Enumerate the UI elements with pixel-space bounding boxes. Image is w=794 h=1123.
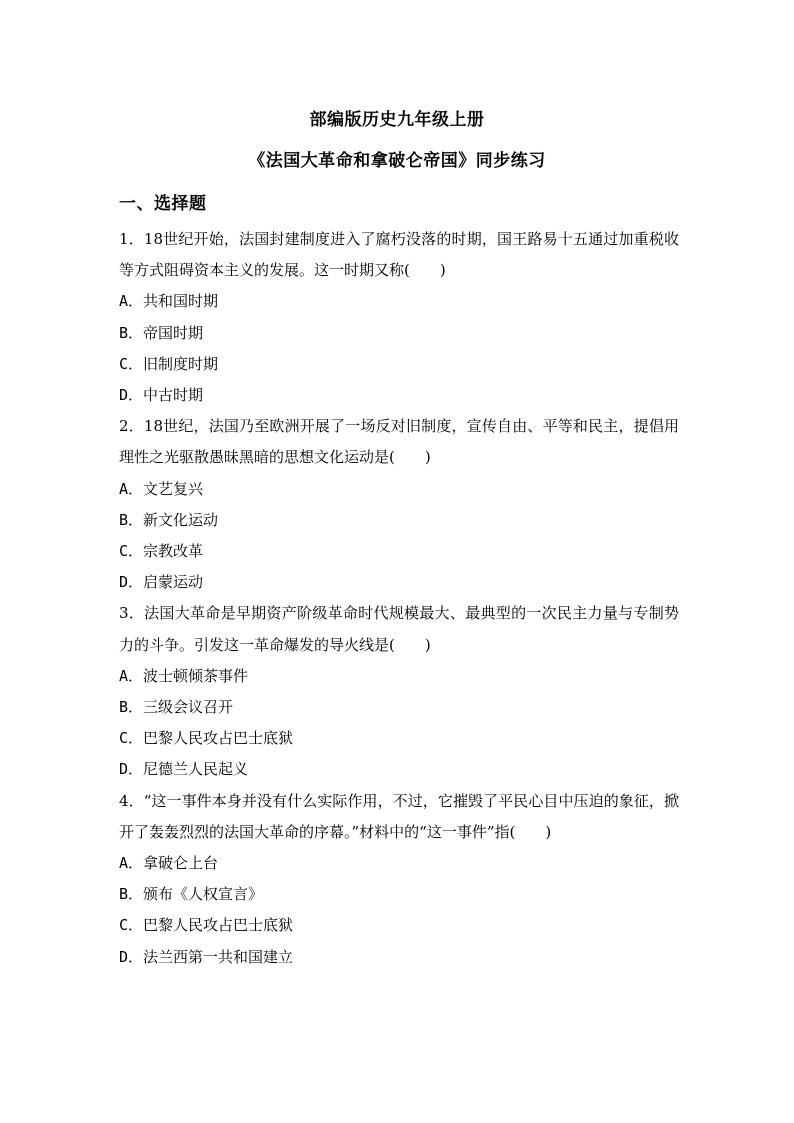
option-letter: D．: [119, 947, 144, 966]
option-c: [119, 536, 679, 567]
option-letter: B．: [119, 698, 144, 717]
option-a: [119, 286, 679, 317]
option-text: 旧制度时期: [143, 354, 219, 373]
section-heading: 一、选择题: [119, 194, 207, 214]
option-text: 新文化运动: [143, 510, 219, 529]
option-b: [119, 879, 679, 910]
option-b: [119, 318, 679, 349]
option-b: [119, 692, 679, 723]
option-letter: C．: [119, 354, 144, 373]
option-text: 颁布《人权宣言》: [143, 885, 264, 904]
option-text: 巴黎人民攻占巴士底狱: [143, 729, 294, 748]
question-1: [119, 224, 679, 411]
option-text: 中古时期: [143, 386, 204, 405]
option-letter: A．: [119, 292, 144, 311]
option-letter: A．: [119, 479, 144, 498]
option-c: [119, 910, 679, 941]
option-text: 波士顿倾茶事件: [143, 666, 249, 685]
option-text: 启蒙运动: [143, 573, 204, 592]
option-text: 巴黎人民攻占巴士底狱: [143, 916, 294, 935]
option-d: [119, 942, 679, 973]
option-a: [119, 661, 679, 692]
option-text: 尼德兰人民起义: [143, 760, 249, 779]
document-title: 部编版历史九年级上册: [309, 110, 485, 130]
question-stem: 1．18世纪开始，法国封建制度进入了腐朽没落的时期，国王路易十五通过加重税收等方式阻碍资本主义的发展。这一时期又称( ): [119, 230, 679, 280]
option-text: 法兰西第一共和国建立: [143, 947, 294, 966]
question-list: [119, 224, 679, 973]
option-letter: B．: [119, 885, 144, 904]
option-letter: C．: [119, 729, 144, 748]
question-3: [119, 598, 679, 785]
option-text: 帝国时期: [143, 323, 204, 342]
question-2: [119, 411, 679, 598]
option-d: [119, 754, 679, 785]
option-text: 共和国时期: [143, 292, 219, 311]
question-4: [119, 786, 679, 973]
option-letter: B．: [119, 323, 144, 342]
option-letter: A．: [119, 666, 144, 685]
option-letter: C．: [119, 916, 144, 935]
document-subtitle: 《法国大革命和拿破仑帝国》同步练习: [248, 151, 546, 171]
option-a: [119, 848, 679, 879]
option-text: 三级会议召开: [143, 698, 234, 717]
option-d: [119, 567, 679, 598]
option-text: 宗教改革: [143, 542, 204, 561]
option-b: [119, 505, 679, 536]
option-text: 文艺复兴: [143, 479, 204, 498]
option-d: [119, 380, 679, 411]
option-c: [119, 349, 679, 380]
option-letter: C．: [119, 542, 144, 561]
question-stem: 2．18世纪，法国乃至欧洲开展了一场反对旧制度，宣传自由、平等和民主，提倡用理性之光驱散愚昧黑暗的思想文化运动是( ): [119, 417, 679, 467]
option-letter: D．: [119, 573, 144, 592]
option-text: 拿破仑上台: [143, 854, 219, 873]
option-a: [119, 474, 679, 505]
option-c: [119, 723, 679, 754]
option-letter: D．: [119, 760, 144, 779]
option-letter: B．: [119, 510, 144, 529]
option-letter: D．: [119, 386, 144, 405]
question-stem: 3．法国大革命是早期资产阶级革命时代规模最大、最典型的一次民主力量与专制势力的斗争。引发这一革命爆发的导火线是( ): [119, 604, 679, 654]
question-stem: 4．“这一事件本身并没有什么实际作用，不过，它摧毁了平民心目中压迫的象征，掀开了轰轰烈烈的法国大革命的序幕。”材料中的“这一事件”指( ): [119, 791, 679, 841]
option-letter: A．: [119, 854, 144, 873]
